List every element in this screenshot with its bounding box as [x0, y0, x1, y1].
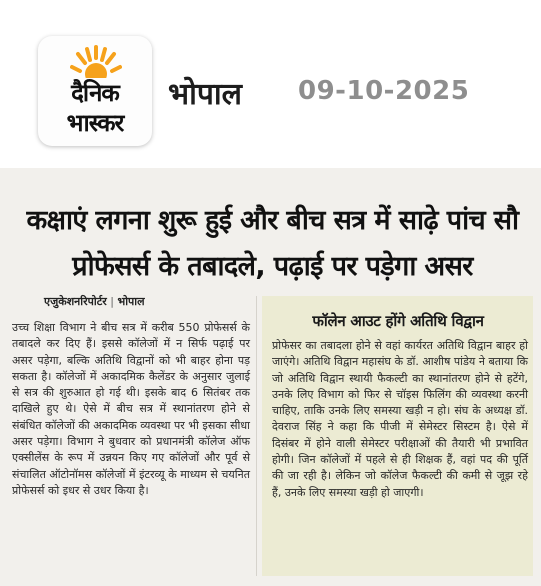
top-bar: [0, 0, 541, 168]
edition-date: 09-10-2025: [298, 76, 470, 106]
article-byline: एजुकेशनरिपोर्टर | भोपाल: [44, 295, 145, 308]
sidebar-title: फॉलेन आउट होंगे अतिथि विद्वान: [312, 312, 484, 330]
byline-city: भोपाल: [117, 295, 145, 308]
byline-source: एजुकेशनरिपोर्टर: [44, 295, 107, 308]
dainik-bhaskar-logo: [38, 36, 152, 146]
logo-text-dainik: दैनिक: [71, 79, 119, 107]
edition-city: भोपाल: [168, 77, 243, 112]
sun-icon: [70, 44, 122, 78]
column-divider: [256, 296, 257, 576]
logo-text-bhaskar: भास्कर: [66, 109, 124, 137]
article-headline: कक्षाएं लगना शुरू हुई और बीच सत्र में साढ़े पांच सौ प्रोफेसर्स के तबादले, पढ़ाई पर पड़ेगा असर: [26, 205, 519, 282]
sidebar-body: प्रोफेसर का तबादला होने से वहां कार्यरत अतिथि विद्वान बाहर हो जाएंगे। अतिथि विद्वान महासंघ के डॉ. आशीष पांडेय ने बताया कि जो अतिथि विद्वान स्थायी फैकल्टी का स्थानांतरण होने से हटेंगे, उनके लिए विभाग को फिर से चॉइस फिलिंग की व्यवस्था करनी चाहिए, ताकि उनके लिए समस्या खड़ी न हो। संघ के अध्यक्ष डॉ. देवराज सिंह ने कहा कि पीजी में सेमेस्टर सिस्टम है। ऐसे में दिसंबर में होने वाली सेमेस्टर परीक्षाओं की तैयारी भी प्रभावित होगी। जिन कॉलेजों में पहले से ही शिक्षक हैं, वहां पद की पूर्ति की जा रही है। लेकिन जो कॉलेज फैकल्टी की कमी से जूझ रहे हैं, उनके लिए समस्या खड़ी हो जाएगी।: [272, 339, 528, 499]
article-body: उच्च शिक्षा विभाग ने बीच सत्र में करीब 550 प्रोफेसर्स के तबादले कर दिए हैं। इससे कॉलेजों में न सिर्फ पढ़ाई पर असर पड़ेगा, बल्कि अतिथि विद्वानों को भी बाहर होना पड़ सकता है। कॉलेजों में अकादमिक कैलेंडर के अनुसार जुलाई से सत्र की शुरुआत हो गई थी। इसके बाद 6 सितंबर तक दाखिले हुए थे। ऐसे में बीच सत्र में स्थानांतरण होने से संबंधित कॉलेजों की अकादमिक व्यवस्था पर भी इसका सीधा असर पड़ेगा। विभाग ने बुधवार को प्रधानमंत्री कॉलेज ऑफ एक्सीलेंस के रूप में उन्नयन किए गए कॉलेजों और पूर्व से संचालित ऑटोनॉमस कॉलेजों में इंटरव्यू के माध्यम से चयनित प्रोफेसर्स को इधर से उधर किया है।: [12, 321, 250, 497]
